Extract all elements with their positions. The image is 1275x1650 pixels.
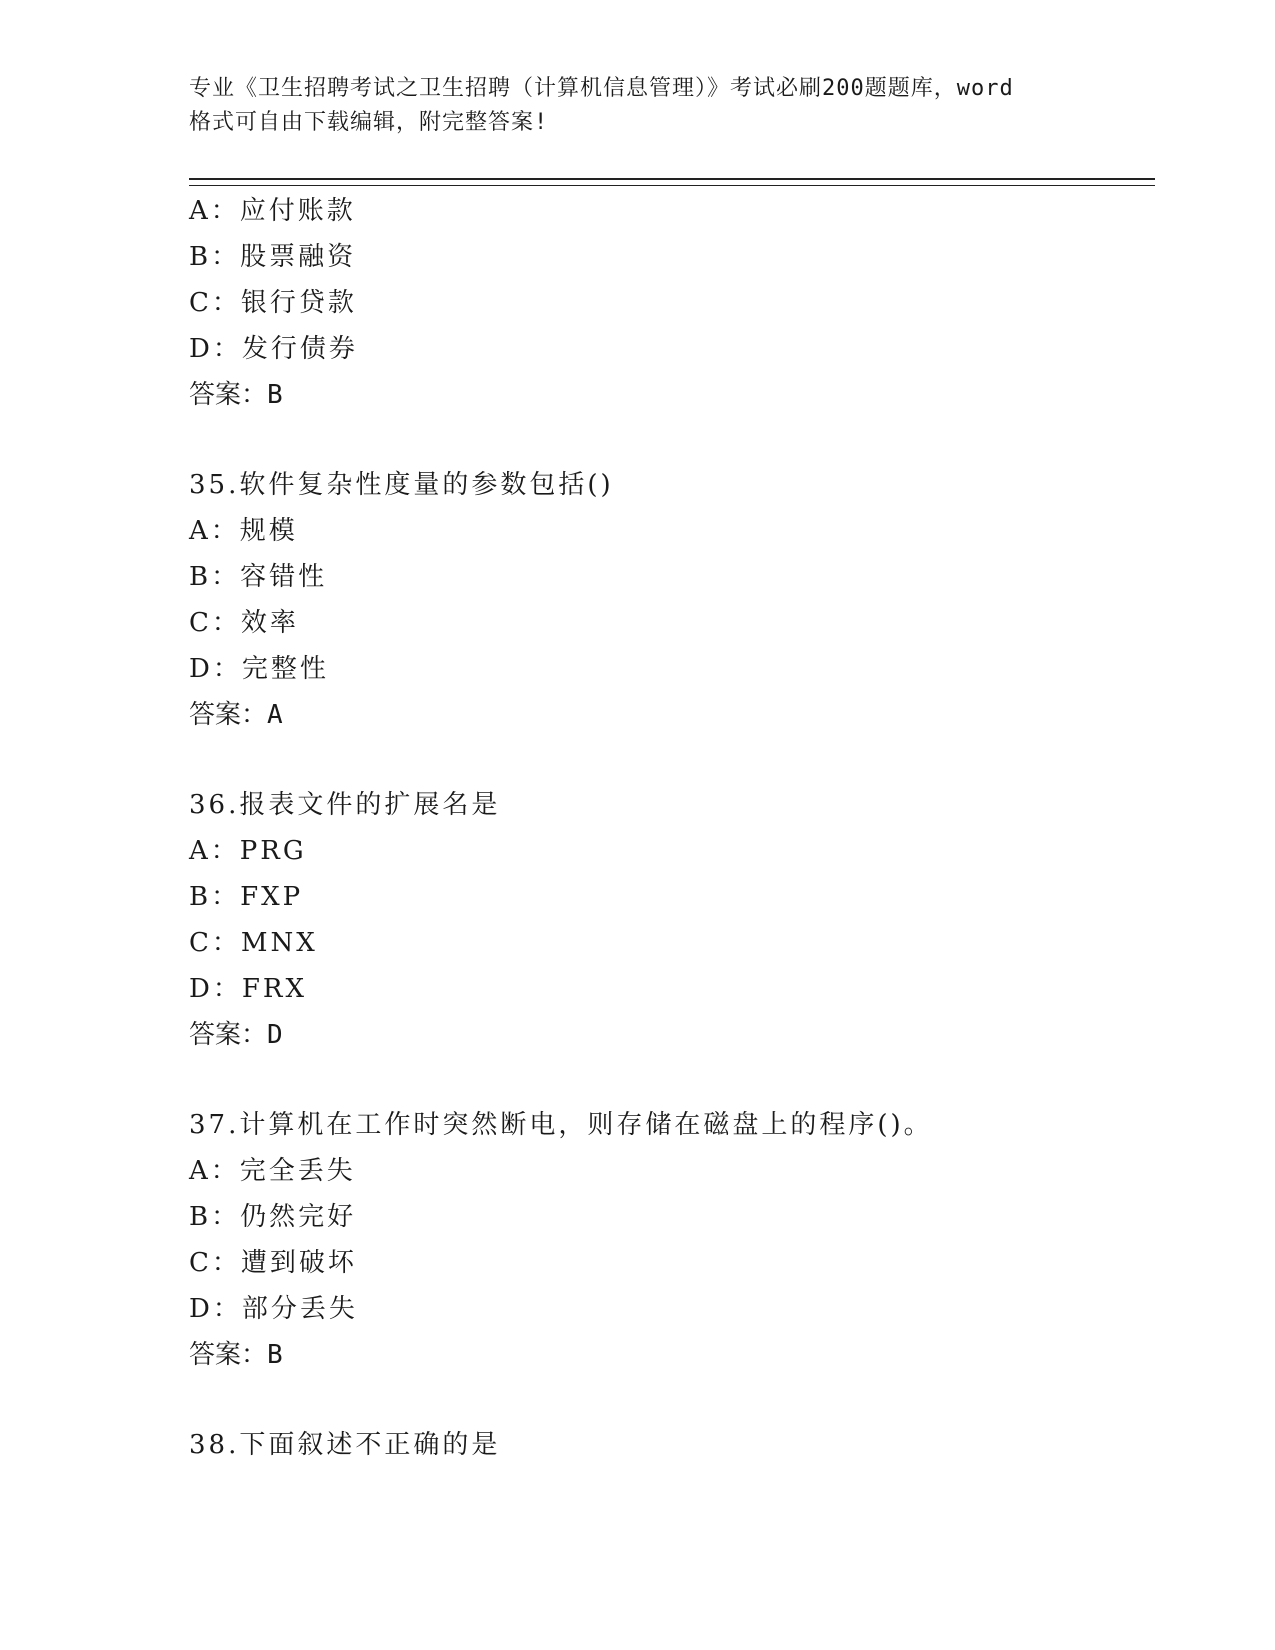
option-c: C：遭到破坏 <box>189 1248 357 1278</box>
question-34-options <box>189 188 1155 418</box>
question-37 <box>189 1102 1155 1378</box>
option-b: B：FXP <box>189 882 304 912</box>
option-b: B：容错性 <box>189 562 328 592</box>
option-c: C：效率 <box>189 608 299 638</box>
question-36 <box>189 782 1155 1058</box>
option-a: A：应付账款 <box>189 196 356 226</box>
document-body <box>189 188 1155 1468</box>
option-c: C：银行贷款 <box>189 288 357 318</box>
answer-line: 答案：A <box>189 700 283 730</box>
option-a: A：完全丢失 <box>189 1156 356 1186</box>
option-b: B：股票融资 <box>189 242 357 272</box>
answer-line: 答案：B <box>189 380 283 410</box>
question-stem: 36.报表文件的扩展名是 <box>189 790 501 820</box>
option-d: D：FRX <box>189 974 307 1004</box>
question-stem: 37.计算机在工作时突然断电，则存储在磁盘上的程序()。 <box>189 1110 933 1140</box>
question-stem: 35.软件复杂性度量的参数包括() <box>189 470 614 500</box>
document-header <box>189 72 1089 140</box>
option-c: C：MNX <box>189 928 318 958</box>
option-d: D：完整性 <box>189 654 329 684</box>
question-35 <box>189 462 1155 738</box>
answer-line: 答案：D <box>189 1020 283 1050</box>
option-b: B：仍然完好 <box>189 1202 357 1232</box>
header-divider <box>189 178 1155 186</box>
question-38 <box>189 1422 1155 1468</box>
option-a: A：PRG <box>189 836 307 866</box>
option-d: D：发行债券 <box>189 334 358 364</box>
header-line-2: 格式可自由下载编辑，附完整答案! <box>189 110 549 135</box>
option-d: D：部分丢失 <box>189 1294 358 1324</box>
option-a: A：规模 <box>189 516 298 546</box>
question-stem: 38.下面叙述不正确的是 <box>189 1430 501 1460</box>
answer-line: 答案：B <box>189 1340 283 1370</box>
header-line-1: 专业《卫生招聘考试之卫生招聘（计算机信息管理）》考试必刷200题题库，word <box>189 76 1014 101</box>
